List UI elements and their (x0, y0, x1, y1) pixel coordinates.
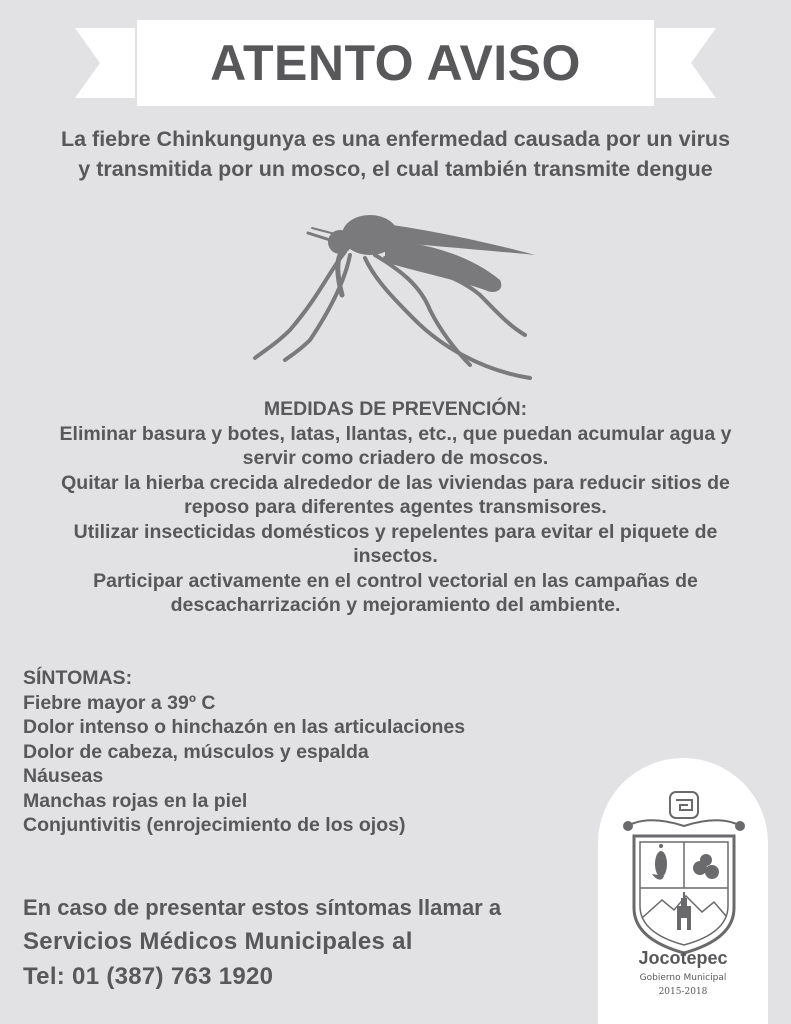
page-title: ATENTO AVISO (210, 35, 581, 91)
symptom-item: Dolor intenso o hinchazón en las articulaciones (23, 716, 466, 738)
contact-phone: Tel: 01 (387) 763 1920 (23, 963, 274, 990)
symptom-item: Fiebre mayor a 39º C (23, 691, 216, 714)
prevention-heading: MEDIDAS DE PREVENCIÓN: (263, 398, 528, 420)
intro-text (0, 124, 791, 184)
logo-years: 2015-2018 (658, 987, 708, 997)
symptom-item: Conjuntivitis (enrojecimiento de los ojos) (23, 814, 406, 836)
ribbon-left-tail (75, 28, 135, 98)
prevention-line: Quitar la hierba crecida alrededor de las viviendas para reducir sitios de (61, 471, 730, 494)
symptoms-section (23, 666, 583, 838)
prevention-line: Utilizar insecticidas domésticos y repelentes para evitar el piquete de (73, 520, 718, 543)
logo-name: Jocotepec (638, 948, 728, 968)
prevention-line: Participar activamente en el control vectorial en las campañas de (93, 569, 698, 592)
contact-service: Servicios Médicos Municipales al (23, 928, 413, 955)
contact-instruction: En caso de presentar estos síntomas llamar a (23, 895, 502, 920)
prevention-line: servir como criadero de moscos. (242, 447, 549, 469)
municipal-seal-icon (614, 788, 754, 968)
prevention-section (0, 397, 791, 618)
contact-section (23, 893, 603, 994)
symptom-item: Manchas rojas en la piel (23, 789, 248, 812)
symptoms-heading: SÍNTOMAS: (23, 667, 133, 689)
prevention-line: reposo para diferentes agentes transmisores. (184, 496, 607, 518)
ribbon-right-tail (656, 28, 716, 98)
intro-line: y transmitida por un mosco, el cual también transmite dengue (78, 157, 713, 181)
symptom-item: Dolor de cabeza, músculos y espalda (23, 740, 369, 763)
mosquito-icon (250, 200, 550, 390)
municipal-logo-card (598, 758, 768, 1024)
logo-subtitle: Gobierno Municipal (639, 973, 727, 983)
intro-line: La fiebre Chinkungunya es una enfermedad causada por un virus (60, 127, 731, 151)
symptom-item: Náuseas (23, 765, 104, 787)
symptoms-list (23, 691, 583, 838)
prevention-line: descacharrización y mejoramiento del ambiente. (170, 594, 621, 616)
prevention-line: insectos. (353, 545, 438, 567)
prevention-line: Eliminar basura y botes, latas, llantas, etc., que puedan acumular agua y (59, 422, 732, 445)
